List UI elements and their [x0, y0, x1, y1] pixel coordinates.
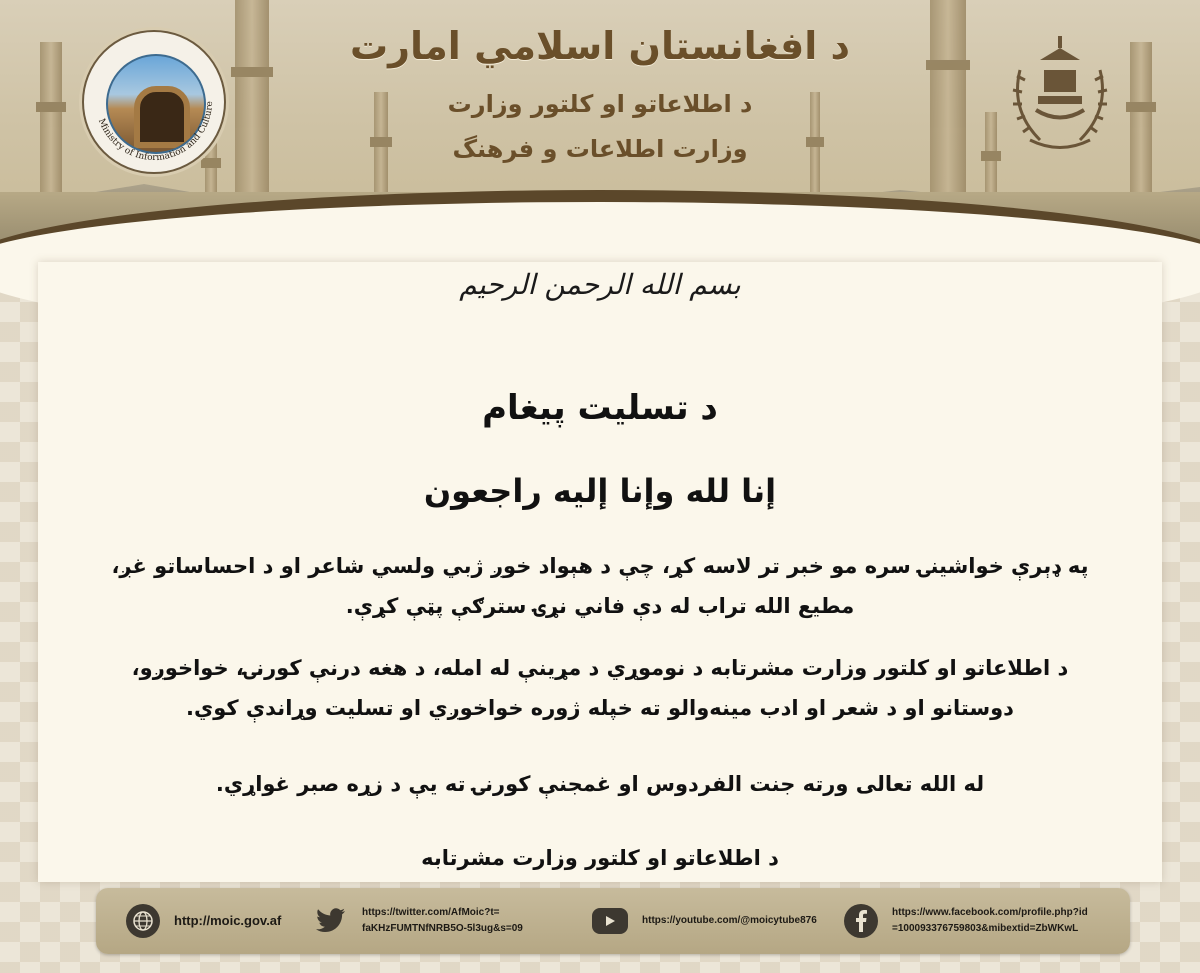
footer-links [96, 888, 1130, 954]
verse: إنا لله وإنا إليه راجعون [423, 472, 777, 510]
signature: د اطلاعاتو او کلتور وزارت مشرتابه [421, 846, 779, 870]
logo-ring-text [84, 32, 224, 172]
svg-text:Ministry of Information and Cu: Ministry of Information and Culture [95, 101, 216, 164]
twitter-icon [314, 904, 348, 938]
twitter-url-line1: https://twitter.com/AfMoic?t= [362, 907, 500, 918]
globe-icon [126, 904, 160, 938]
ministry-logo [82, 30, 226, 174]
youtube-icon [592, 908, 628, 934]
ministry-name-dari: وزارت اطلاعات و فرهنگ [452, 135, 748, 163]
facebook-icon [844, 904, 878, 938]
facebook-url-line1: https://www.facebook.com/profile.php?id [892, 907, 1088, 918]
twitter-url [362, 905, 523, 937]
bismillah-calligraphy: بسم الله الرحمن الرحيم [459, 268, 741, 301]
website-link[interactable] [126, 888, 281, 954]
twitter-url-line2: faKHzFUMTNfNRB5O-5l3ug&s=09 [362, 923, 523, 934]
ministry-name-pashto: د اطلاعاتو او کلتور وزارت [447, 90, 753, 118]
twitter-link[interactable] [314, 888, 523, 954]
youtube-link[interactable] [592, 888, 817, 954]
youtube-url: https://youtube.com/@moicytube876 [642, 915, 817, 926]
paragraph-3: له الله تعالی ورته جنت الفردوس او غمجنې کورنۍ ته يې د زړه صبر غواړي. [215, 772, 985, 796]
page-title: د افغانستان اسلامي امارت [349, 24, 851, 68]
facebook-url-line2: =100093376759803&mibextid=ZbWKwL [892, 923, 1079, 934]
message-heading: د تسليت پيغام [482, 388, 718, 428]
website-url: http://moic.gov.af [174, 913, 282, 928]
emirate-emblem-icon [1000, 30, 1120, 160]
paragraph-1: په ډېرې خواشينۍ سره مو خبر تر لاسه کړ، چې د هېواد خوږ ژبي ولسي شاعر او د احساساتو غږ، مطيع الله تراب له دې فاني نړۍ سترګې پټې کړې. [111, 554, 1089, 618]
paragraph-2: د اطلاعاتو او کلتور وزارت مشرتابه د نوموړي د مړينې له امله، د هغه درنې کورنۍ، خواخوږو، دوستانو او د شعر او ادب مينه‌والو ته خپله ژوره خواخوږي او تسليت وړاندې کوي. [131, 656, 1069, 720]
facebook-url [892, 905, 1088, 937]
facebook-link[interactable] [844, 888, 1088, 954]
